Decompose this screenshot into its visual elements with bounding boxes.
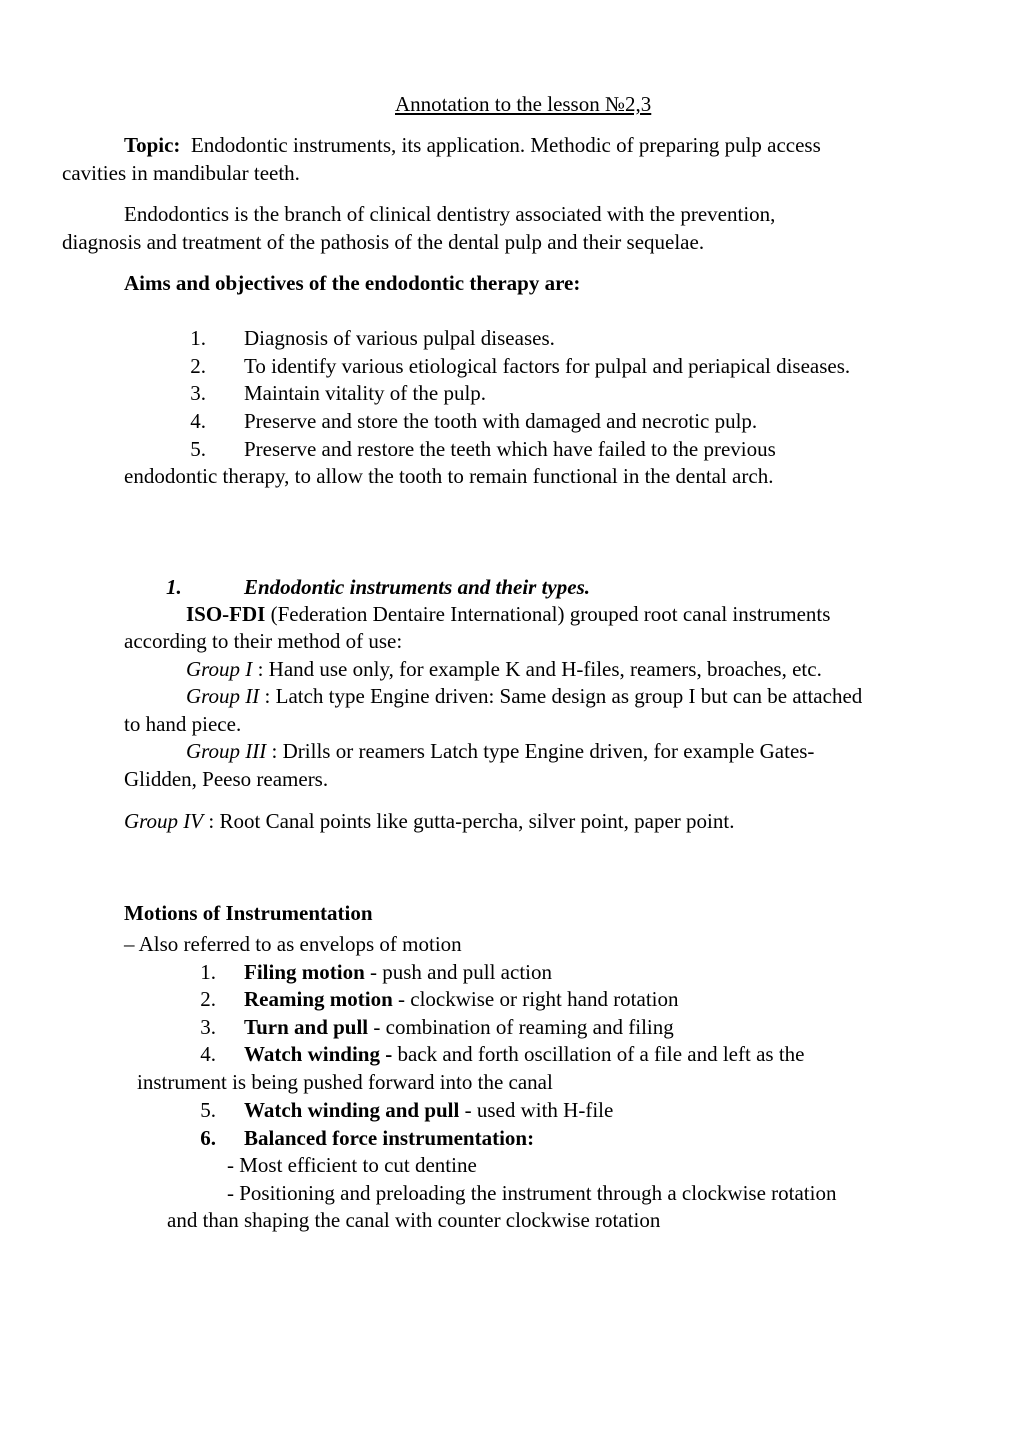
list-item-number: 1. (200, 960, 216, 984)
list-item-text: - clockwise or right hand rotation (398, 987, 679, 1011)
group-3-label: Group III (186, 739, 267, 763)
list-item-text-cont: instrument is being pushed forward into the canal (137, 1070, 553, 1094)
motions-heading: Motions of Instrumentation (124, 901, 373, 925)
group-3-line (186, 737, 814, 765)
sub-item-2-cont: and than shaping the canal with counter clockwise rotation (167, 1208, 661, 1232)
list-item-number: 1. (190, 326, 206, 350)
list-item-number: 2. (190, 354, 206, 378)
list-item-number: 6. (200, 1126, 216, 1150)
list-item-text-wrap (244, 1013, 674, 1041)
list-item-text-cont: endodontic therapy, to allow the tooth to remain functional in the dental arch. (124, 464, 774, 488)
list-item-bold: Watch winding and pull (244, 1098, 460, 1122)
list-item-number: 4. (200, 1042, 216, 1066)
list-item-text-wrap (244, 985, 679, 1013)
list-item-bold: Turn and pull (244, 1015, 369, 1039)
iso-text: (Federation Dentaire International) grouped root canal instruments (270, 602, 831, 626)
list-item-number: 5. (200, 1098, 216, 1122)
topic-text: Endodontic instruments, its application. Methodic of preparing pulp access (190, 133, 821, 157)
topic-line (124, 131, 821, 159)
list-item-bold: Filing motion (244, 960, 365, 984)
group-2-line (186, 682, 862, 710)
group-2-text-cont: to hand piece. (124, 712, 242, 736)
list-item-text-wrap (244, 1096, 613, 1124)
topic-text-cont: cavities in mandibular teeth. (62, 161, 300, 185)
group-2-text: : Latch type Engine driven: Same design as group I but can be attached (264, 684, 863, 708)
intro-line-2: diagnosis and treatment of the pathosis of the dental pulp and their sequelae. (62, 230, 705, 254)
sub-item-1: - Most efficient to cut dentine (227, 1153, 477, 1177)
list-item-text-wrap (244, 1124, 534, 1152)
list-item-text: Diagnosis of various pulpal diseases. (244, 326, 555, 350)
section-number: 1. (166, 575, 182, 599)
list-item-number: 4. (190, 409, 206, 433)
group-3-text-cont: Glidden, Peeso reamers. (124, 767, 329, 791)
list-item-text-wrap (244, 958, 552, 986)
list-item-bold: Balanced force instrumentation: (244, 1126, 535, 1150)
list-item-text: - combination of reaming and filing (373, 1015, 674, 1039)
page-title: Annotation to the lesson №2,3 (395, 92, 652, 116)
list-item-text-wrap (244, 1040, 804, 1068)
list-item-number: 5. (190, 437, 206, 461)
group-1-text: : Hand use only, for example K and H-files, reamers, broaches, etc. (257, 657, 822, 681)
group-1-label: Group I (186, 657, 253, 681)
intro-line-1: Endodontics is the branch of clinical dentistry associated with the prevention, (124, 202, 776, 226)
sub-item-2: - Positioning and preloading the instrument through a clockwise rotation (227, 1181, 837, 1205)
iso-label: ISO-FDI (186, 602, 266, 626)
topic-label: Topic: (124, 133, 181, 157)
motions-subtitle: – Also referred to as envelops of motion (124, 932, 462, 956)
list-item-text: Preserve and restore the teeth which have failed to the previous (244, 437, 776, 461)
group-3-text: : Drills or reamers Latch type Engine driven, for example Gates- (271, 739, 815, 763)
list-item-number: 3. (190, 381, 206, 405)
group-4-label: Group IV (124, 809, 204, 833)
list-item-bold: Watch winding - (244, 1042, 393, 1066)
list-item-number: 2. (200, 987, 216, 1011)
list-item-text: - used with H-file (464, 1098, 614, 1122)
list-item-bold: Reaming motion (244, 987, 393, 1011)
section-heading: Endodontic instruments and their types. (244, 575, 590, 599)
group-4-text: : Root Canal points like gutta-percha, silver point, paper point. (208, 809, 735, 833)
list-item-number: 3. (200, 1015, 216, 1039)
group-2-label: Group II (186, 684, 260, 708)
list-item-text: Maintain vitality of the pulp. (244, 381, 487, 405)
list-item-text: back and forth oscillation of a file and left as the (397, 1042, 805, 1066)
iso-text-cont: according to their method of use: (124, 629, 403, 653)
group-4-line (124, 807, 734, 835)
list-item-text: Preserve and store the tooth with damaged and necrotic pulp. (244, 409, 758, 433)
list-item-text: - push and pull action (370, 960, 552, 984)
group-1-line (186, 655, 822, 683)
aims-heading: Aims and objectives of the endodontic therapy are: (124, 271, 581, 295)
list-item-text: To identify various etiological factors for pulpal and periapical diseases. (244, 354, 851, 378)
iso-line (186, 600, 830, 628)
